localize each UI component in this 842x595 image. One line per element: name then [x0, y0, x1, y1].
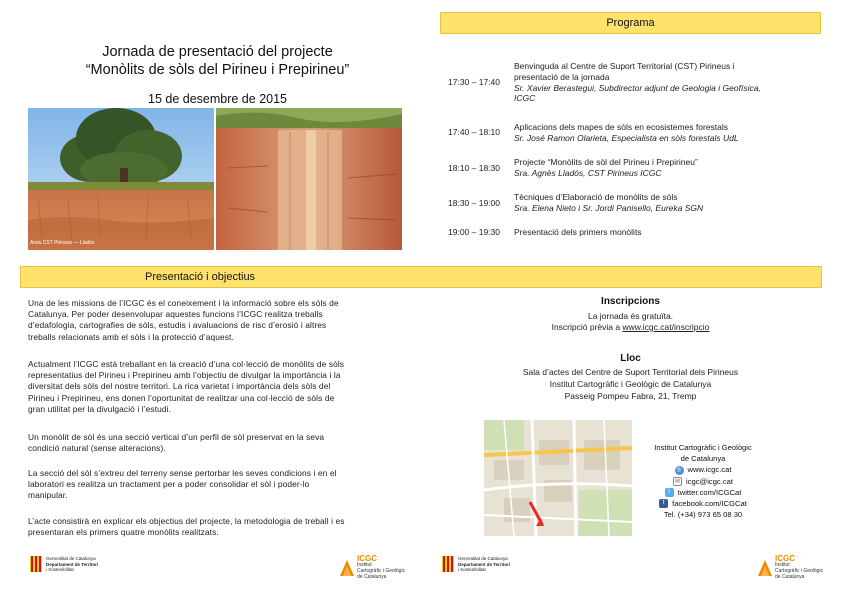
contact-block: [628, 442, 778, 520]
event-title: [30, 43, 405, 79]
program-description: [514, 192, 828, 214]
program-speaker: Sr. Xavier Berastegui, Subdirector adjunt de Geologia i Geofísica,: [514, 82, 761, 93]
contact-facebook[interactable]: facebook.com/ICGCat: [672, 499, 747, 509]
photo-credit: Arxiu CST Pirineus — Lladós: [30, 240, 95, 246]
paragraph-5-line: L’acte consistirà en explicar els objectius del projecte, la metodologia de treball i es: [28, 516, 345, 526]
program-title-line: Tècniques d’Elaboració de monòlits de sòls: [514, 192, 678, 202]
event-date: 15 de desembre de 2015: [148, 92, 287, 106]
facebook-icon: f: [659, 499, 668, 508]
generalitat-logo: [30, 556, 98, 573]
program-description: [514, 227, 828, 238]
paragraph-1-line: d’edafologia, cartografies de sòls, estudis i avaluacions de risc d’erosió i altres: [28, 320, 327, 331]
contact-email[interactable]: icgc@icgc.cat: [686, 476, 733, 486]
location-line1: Sala d’actes del Centre de Suport Territorial dels Pirineus: [522, 367, 739, 377]
contact-org-line1: Institut Cartogràfic i Geològic: [654, 443, 752, 452]
icgc-logo-text: ICGC: [775, 554, 795, 563]
program-title-line: presentació de la jornada: [514, 71, 610, 82]
generalitat-line1: Generalitat de Catalunya: [458, 556, 508, 561]
contact-web[interactable]: www.icgc.cat: [687, 465, 732, 475]
program-time: 19:00 – 19:30: [448, 227, 500, 237]
contact-facebook-row[interactable]: [628, 498, 778, 509]
program-title-line: Presentació dels primers monòlits: [514, 227, 642, 237]
program-time: 17:30 – 17:40: [448, 77, 500, 87]
paragraph-4-line: laboratori es realitza un tractament per a poder consolidar el sòl i poder-lo: [28, 479, 310, 490]
location-map[interactable]: [484, 420, 632, 536]
program-row: [448, 122, 828, 146]
icgc-logo-sub3: de Catalunya: [357, 574, 387, 580]
icgc-mark-icon: [758, 560, 772, 576]
program-speaker: ICGC: [514, 93, 536, 104]
soil-profile-photo: [28, 108, 402, 250]
program-description: [514, 122, 828, 144]
presentation-header-bar: [20, 266, 822, 288]
generalitat-line2: Departament de Territori: [458, 561, 511, 567]
event-title-line1: Jornada de presentació del projecte: [102, 44, 333, 60]
program-description: [514, 61, 828, 104]
location-line3: Passeig Pompeu Fabra, 21, Tremp: [564, 391, 697, 401]
icgc-logo-sub2: Cartogràfic i Geològic: [357, 568, 406, 574]
program-header-bar: [440, 12, 821, 34]
program-time: 18:10 – 18:30: [448, 163, 500, 173]
program-row: [448, 192, 828, 216]
program-speaker: Sr. José Ramon Olarieta, Especialista en sòls forestals UdL: [514, 132, 739, 143]
paragraph-4: [28, 468, 394, 502]
paragraph-4-line: La secció del sòl s’extreu del terreny sense pertorbar les seves condicions i en el: [28, 468, 337, 478]
program-speaker: Sra. Elena Nieto i Sr. Jordi Panisello, Eureka SGN: [514, 202, 704, 213]
paragraph-3-line: Un monòlit de sòl és una secció vertical d’un perfil de sòl preservat en la seva: [28, 432, 325, 442]
paragraph-1-line: treballs relacionats amb el sòls i la protecció d’aquest.: [28, 331, 234, 342]
contact-email-row[interactable]: [628, 476, 778, 487]
icgc-logo: [340, 556, 405, 580]
paragraph-2-line: Actualment l’ICGC està treballant en la creació d’una col·lecció de monòlits de sòls: [28, 359, 345, 369]
paragraph-2-line: gran utilitat per la divulgació i l’estudi.: [28, 403, 172, 414]
program-header-title: Programa: [606, 17, 655, 29]
contact-web-row[interactable]: [628, 464, 778, 475]
program-time: 17:40 – 18:10: [448, 127, 500, 137]
generalitat-line3: i Sostenibilitat: [458, 567, 486, 572]
program-title-line: Projecte “Monòlits de sòl del Pirineu i Prepirineu”: [514, 157, 698, 167]
paragraph-4-line: manipular.: [28, 490, 68, 501]
icgc-logo-text: ICGC: [357, 554, 377, 563]
generalitat-line2: Departament de Territori: [46, 561, 99, 567]
generalitat-line3: i Sostenibilitat: [46, 567, 74, 572]
paragraph-1: [28, 298, 394, 343]
program-time: 18:30 – 19:00: [448, 198, 500, 208]
paragraph-2-line: Pirineu i Prepirineu, ens donen l’oportunitat de realitzar una col·lecció de sòls de: [28, 392, 335, 403]
event-title-line2: “Monòlits de sòls del Pirineu i Prepirineu”: [85, 62, 350, 78]
twitter-icon: t: [665, 488, 674, 497]
paragraph-2-line: representatius del Pirineu i Prepirineu amb l’objectiu de divulgar la importància i la: [28, 370, 341, 381]
icgc-logo: [758, 556, 823, 580]
program-row: [448, 61, 828, 109]
presentation-header-title: Presentació i objectius: [145, 271, 256, 283]
icgc-logo-sub3: de Catalunya: [775, 574, 805, 580]
paragraph-3-line: condició natural (sense alteracions).: [28, 443, 166, 454]
paragraph-2-line: diversitat dels sòls del nostre territori. La rica varietat i importància dels sòls del: [28, 381, 331, 392]
generalitat-line1: Generalitat de Catalunya: [46, 556, 96, 561]
paragraph-3: [28, 432, 394, 454]
paragraph-1-line: Una de les missions de l’ICGC és el coneixement i la informació sobre els sòls de: [28, 298, 339, 308]
icgc-mark-icon: [340, 560, 354, 576]
program-row: [448, 227, 828, 241]
program-title-line: Benvinguda al Centre de Suport Territorial (CST) Pirineus i: [514, 61, 735, 71]
paragraph-5-line: presentaran els primers quatre monòlits realitzats.: [28, 527, 219, 538]
inscriptions-line1: La jornada és gratuïta.: [587, 311, 674, 321]
inscriptions-link[interactable]: www.icgc.cat/inscripcio: [622, 322, 710, 332]
inscriptions-prefix: Inscripció prèvia a: [551, 322, 623, 332]
contact-phone: Tel. (+34) 973 65 08 30: [663, 510, 743, 520]
icgc-logo-sub2: Cartogràfic i Geològic: [775, 568, 824, 574]
paragraph-5: [28, 516, 394, 538]
globe-icon: ◎: [676, 466, 682, 473]
icgc-logo-sub1: Institut: [775, 562, 790, 568]
program-row: [448, 157, 828, 181]
generalitat-emblem-icon: [442, 556, 454, 572]
program-speaker: Sra. Agnès Lladós, CST Pirineus ICGC: [514, 167, 662, 178]
paragraph-2: [28, 359, 394, 415]
contact-twitter[interactable]: twitter.com/ICGCat: [677, 487, 742, 497]
contact-org-line2: de Catalunya: [680, 454, 726, 464]
location-line2: Institut Cartogràfic i Geològic de Catalunya: [549, 379, 712, 389]
email-icon: ✉: [675, 478, 681, 485]
generalitat-emblem-icon: [30, 556, 42, 572]
program-description: [514, 157, 828, 179]
inscriptions-title: Inscripcions: [601, 296, 660, 307]
location-title: Lloc: [620, 353, 641, 364]
icgc-logo-sub1: Institut: [357, 562, 372, 568]
contact-twitter-row[interactable]: [628, 487, 778, 498]
generalitat-logo: [442, 556, 510, 573]
program-title-line: Aplicacions dels mapes de sòls en ecosistemes forestals: [514, 122, 729, 132]
inscriptions-line2: [448, 322, 813, 334]
paragraph-1-line: Catalunya. Per poder desenvolupar aquestes funcions l’ICGC realitza treballs: [28, 309, 323, 320]
